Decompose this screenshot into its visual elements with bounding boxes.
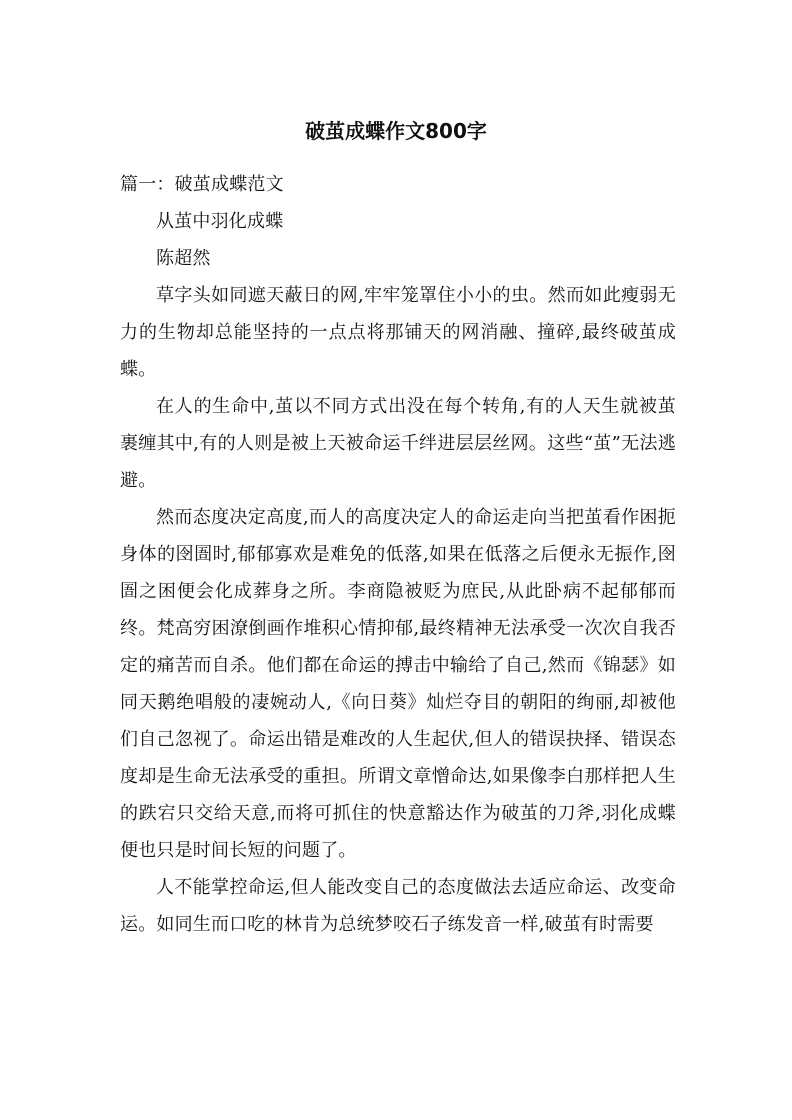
document-body (120, 166, 676, 943)
paragraph-1: 草字头如同遮天蔽日的网,牢牢笼罩住小小的虫。然而如此瘦弱无力的生物却总能坚持的一点点将那铺天的网消融、撞碎,最终破茧成蝶。 (120, 285, 676, 380)
document-title: 破茧成蝶作文800字 (305, 119, 487, 143)
paragraph-4: 人不能掌控命运,但人能改变自己的态度做法去适应命运、改变命运。如同生而口吃的林肯为总统梦咬石子练发音一样,破茧有时需要 (120, 877, 676, 935)
paragraph-2: 在人的生命中,茧以不同方式出没在每个转角,有的人天生就被茧裹缠其中,有的人则是被上天被命运千绊进层层丝网。这些“茧”无法逃避。 (120, 396, 676, 491)
section-heading: 篇一：破茧成蝶范文 (120, 174, 284, 195)
author-name: 陈超然 (156, 248, 211, 269)
essay-title: 从茧中羽化成蝶 (156, 211, 284, 232)
paragraph-3: 然而态度决定高度,而人的高度决定人的命运走向当把茧看作困扼身体的囹圄时,郁郁寡欢是难免的低落,如果在低落之后便永无振作,囹圄之困便会化成葬身之所。李商隐被贬为庶民,从此卧病不起郁郁而终。梵高穷困潦倒画作堆积心情抑郁,最终精神无法承受一次次自我否定的痛苦而自杀。他们都在命运的搏击中输给了自己,然而《锦瑟》如同天鹅绝唱般的凄婉动人,《向日葵》灿烂夺目的朝阳的绚丽,却被他们自己忽视了。命运出错是难改的人生起伏,但人的错误抉择、错误态度却是生命无法承受的重担。所谓文章憎命达,如果像李白那样把人生的跌宕只交给天意,而将可抓住的快意豁达作为破茧的刀斧,羽化成蝶便也只是时间长短的问题了。 (120, 507, 676, 861)
